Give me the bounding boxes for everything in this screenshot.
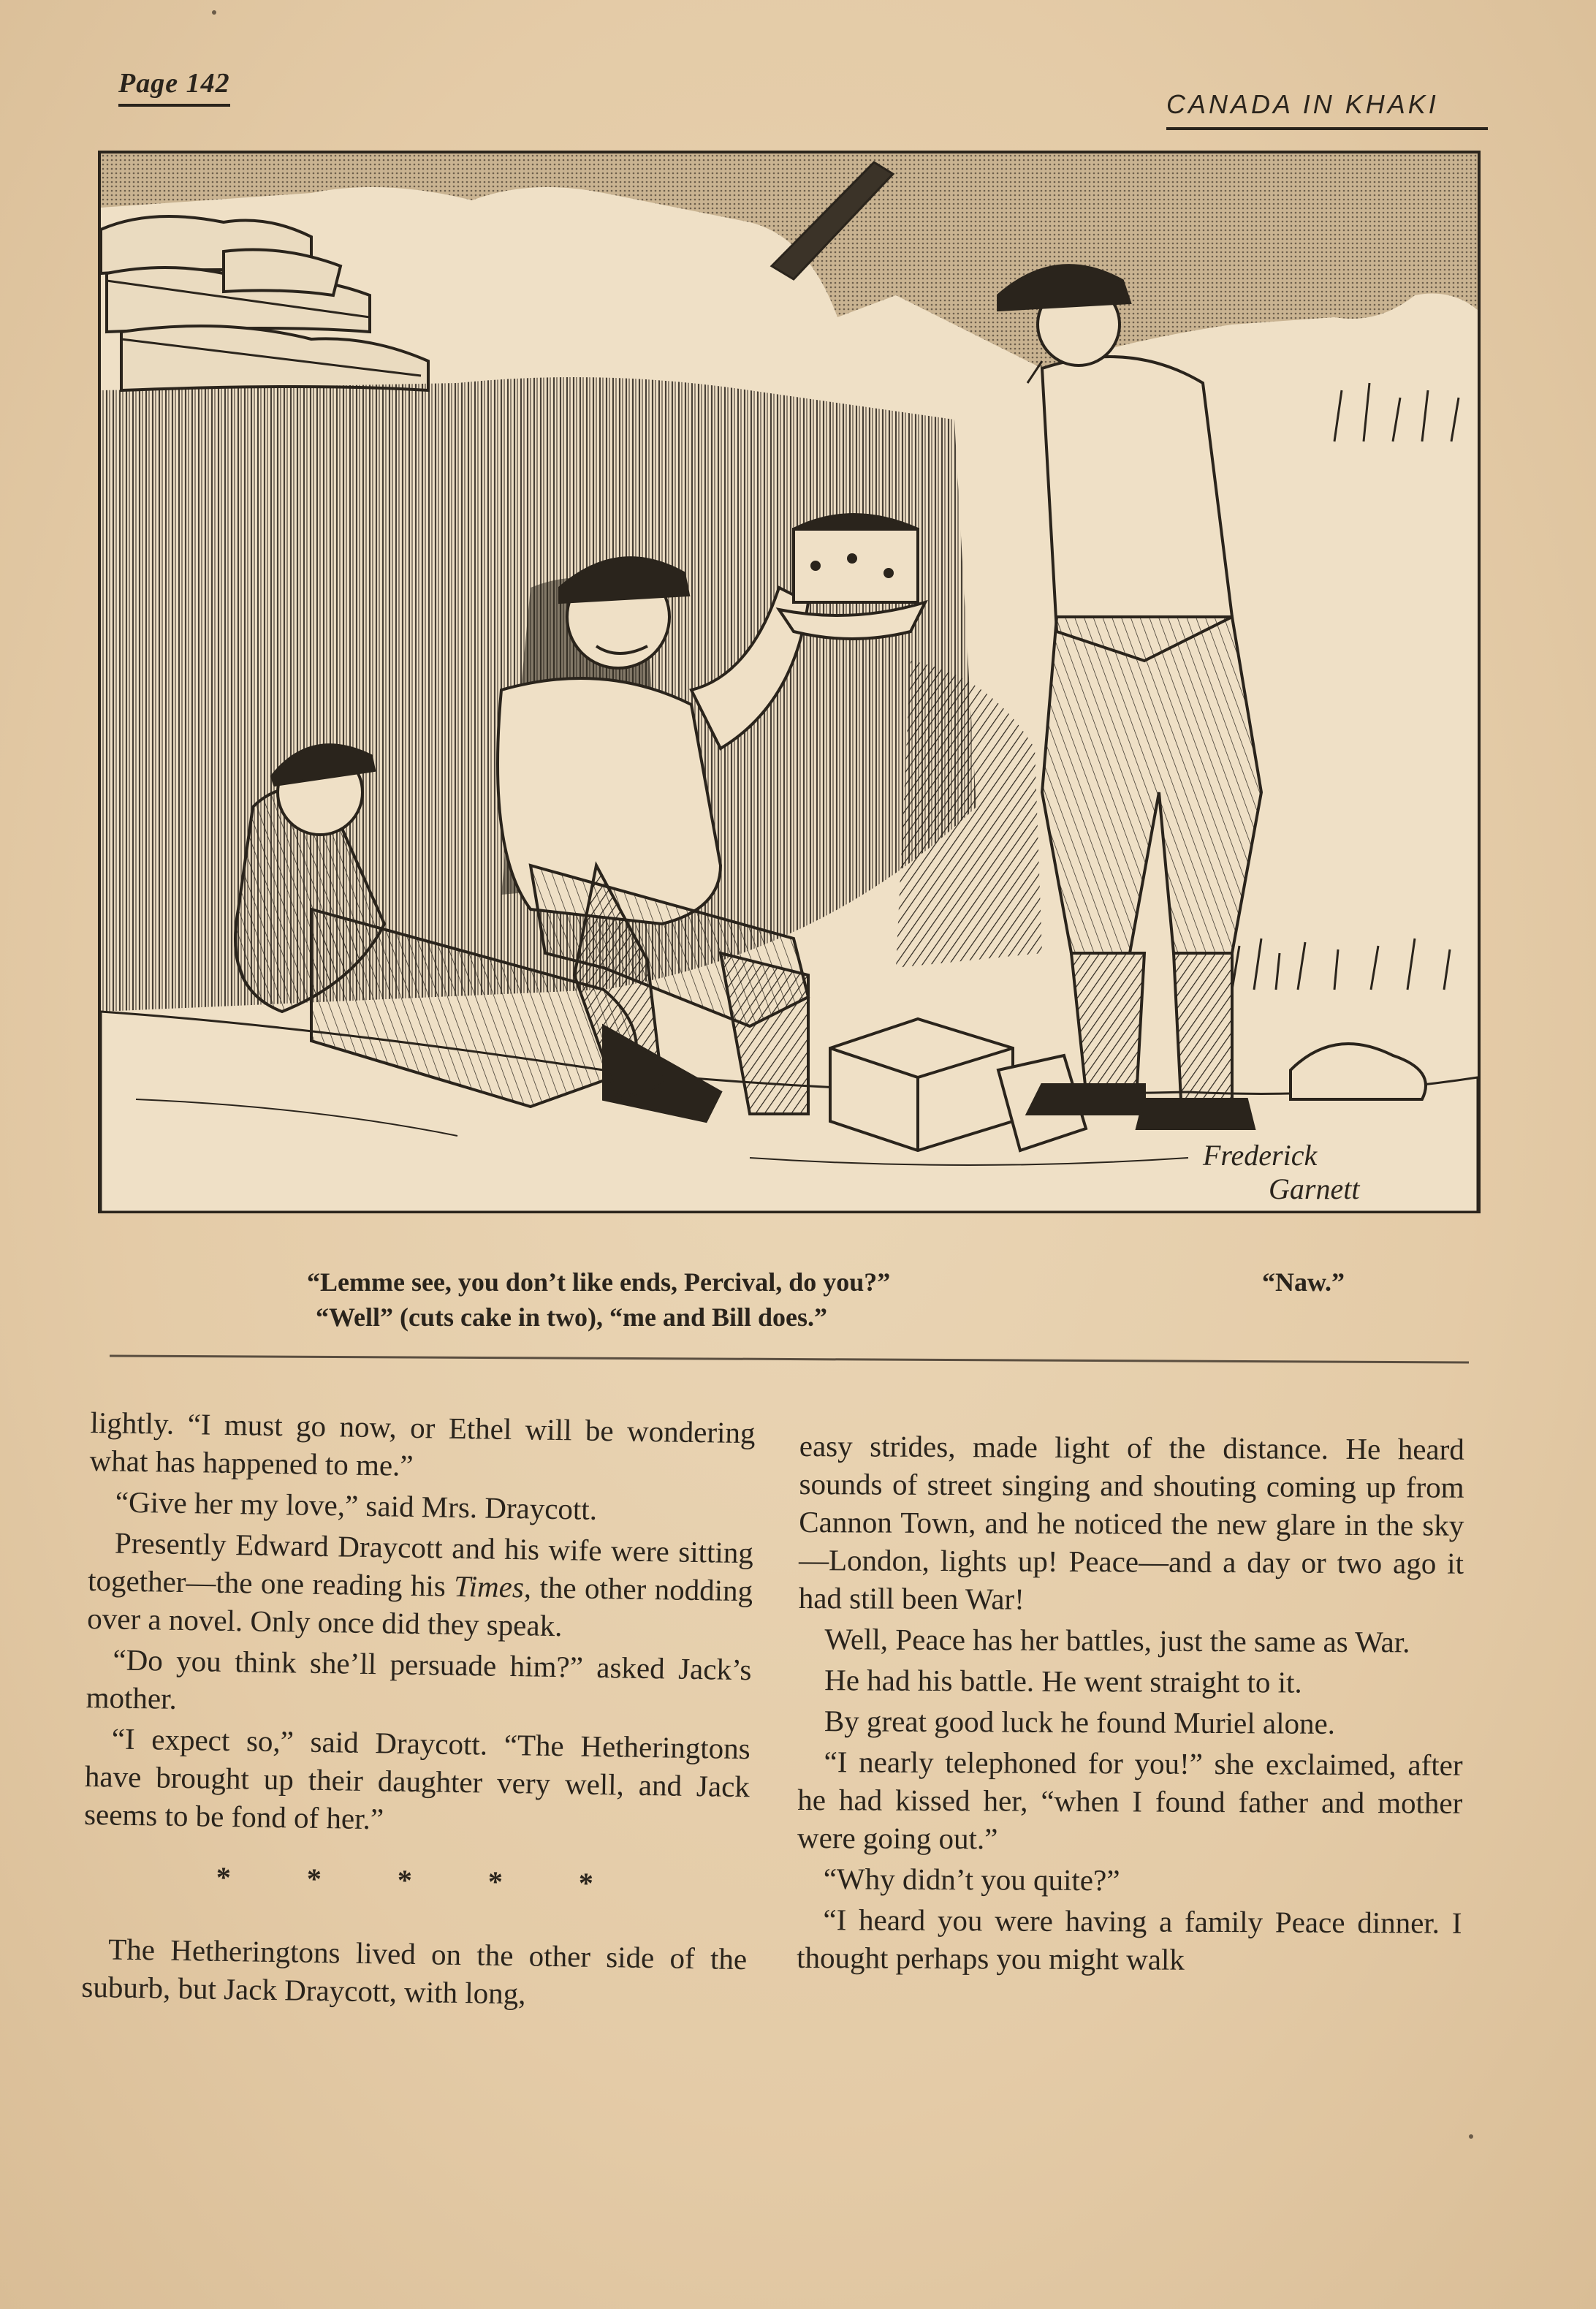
paragraph: Well, Peace has her battles, just the same as War. xyxy=(824,1622,1410,1659)
illustration-caption xyxy=(307,1265,1345,1335)
page-number: Page 142 xyxy=(118,67,230,107)
paragraph: By great good luck he found Muriel alone. xyxy=(824,1704,1336,1740)
left-column xyxy=(81,1403,756,2019)
caption-line2: “Well” (cuts cake in two), “me and Bill does.” xyxy=(316,1303,827,1332)
paragraph-text: the other nodding over a novel. Only once did they speak. xyxy=(87,1570,753,1643)
newspaper-title: Times, xyxy=(453,1569,532,1604)
paragraph: lightly. “I must go now, or Ethel will be wondering what has happened to me.” xyxy=(89,1405,756,1482)
caption-response: “Naw.” xyxy=(1261,1267,1345,1297)
paper-speck xyxy=(212,10,216,15)
artist-signature-first: Frederick xyxy=(1203,1139,1318,1172)
star: * xyxy=(216,1860,232,1895)
star: * xyxy=(306,1862,322,1896)
paper-speck xyxy=(1469,2134,1473,2139)
star: * xyxy=(487,1865,503,1898)
paragraph: “Do you think she’ll persuade him?” asked Jack’s mother. xyxy=(86,1642,752,1715)
paragraph-text: Presently Edward Draycott and his wife were sitting together—the one reading his xyxy=(87,1525,754,1603)
paragraph xyxy=(87,1523,753,1648)
trench-illustration xyxy=(92,149,1495,1216)
caption-line1: “Lemme see, you don’t like ends, Percival, do you?” xyxy=(307,1267,891,1297)
paragraph: “I heard you were having a family Peace dinner. I thought perhaps you might walk xyxy=(797,1903,1462,1976)
paragraph: The Hetheringtons lived on the other side of the suburb, but Jack Draycott, with long, xyxy=(81,1932,748,2011)
paragraph: easy strides, made light of the distance. He heard sounds of street singing and shouting coming up from Cannon Town, and he noticed the new glare in the sky—London, lights up! Peace—and a day or two ago it had still been War! xyxy=(798,1429,1464,1616)
paragraph: He had his battle. He went straight to it. xyxy=(824,1663,1302,1699)
star: * xyxy=(397,1863,413,1897)
section-break xyxy=(178,1858,631,1903)
divider-rule xyxy=(110,1354,1469,1363)
right-column xyxy=(797,1427,1464,1983)
running-title: CANADA IN KHAKI xyxy=(1166,89,1488,130)
paragraph: “I expect so,” said Draycott. “The Hetheringtons have brought up their daughter very well, and Jack seems to be fond of her.” xyxy=(83,1721,751,1836)
artist-signature-last: Garnett xyxy=(1269,1172,1360,1205)
paragraph: “I nearly telephoned for you!” she exclaimed, after he had kissed her, “when I found father and mother were going out.” xyxy=(797,1745,1463,1856)
cake xyxy=(779,515,925,639)
paragraph: “Why didn’t you quite?” xyxy=(823,1862,1120,1897)
star: * xyxy=(578,1866,594,1900)
paragraph: “Give her my love,” said Mrs. Draycott. xyxy=(115,1485,598,1526)
